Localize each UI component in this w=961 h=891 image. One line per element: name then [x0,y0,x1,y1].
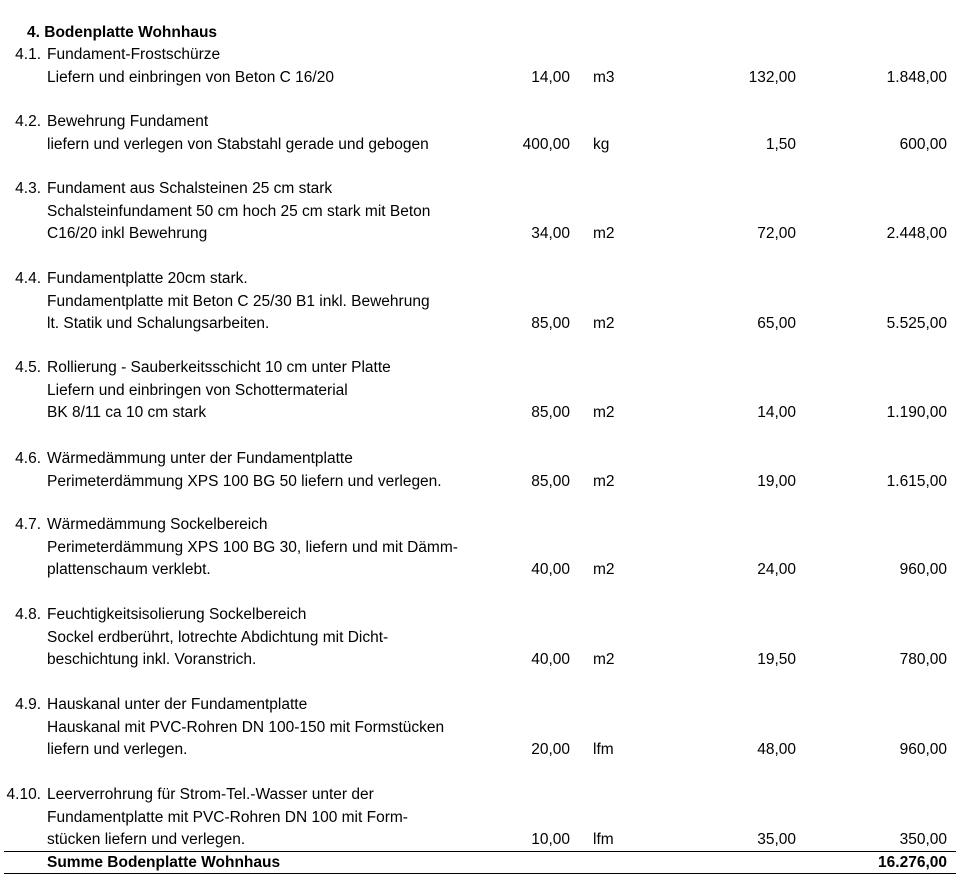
item-total: 1.848,00 [886,68,947,86]
item-description-line: liefern und verlegen von Stabstahl gerade und gebogen [47,135,429,153]
item-description-line: Perimeterdämmung XPS 100 BG 30, liefern und mit Dämm- [47,538,458,556]
item-description-line: Sockel erdberührt, lotrechte Abdichtung mit Dicht- [47,628,389,646]
item-number: 4.4. [15,270,41,287]
item-unit: m2 [593,472,615,490]
item-number: 4.5. [15,359,41,376]
item-total: 960,00 [899,561,947,578]
item-total: 1.190,00 [886,404,947,421]
item-number: 4.9. [15,696,41,713]
item-description-line: Fundamentplatte 20cm stark. [47,270,248,287]
section-title-text: Bodenplatte Wohnhaus [44,24,218,41]
item-unit-price: 35,00 [757,831,796,848]
item-description [47,111,429,156]
item-description-line: Perimeterdämmung XPS 100 BG 50 liefern und verlegen. [47,472,442,490]
item-unit: lfm [593,831,614,848]
item-description [47,178,430,246]
item-quantity: 85,00 [531,404,570,421]
item-quantity: 85,00 [531,315,570,332]
item-description-line: Fundamentplatte mit PVC-Rohren DN 100 mit Form- [47,808,408,826]
item-description-line: lt. Statik und Schalungsarbeiten. [47,315,270,332]
item-description-line: Liefern und einbringen von Schottermaterial [47,381,348,399]
item-unit-price: 132,00 [748,68,796,86]
item-number: 4.8. [15,606,41,623]
item-total: 5.525,00 [886,315,947,332]
item-total: 350,00 [899,831,947,848]
item-description-line: Bewehrung Fundament [47,113,209,130]
item-unit: lfm [593,741,614,758]
item-description-line: beschichtung inkl. Voranstrich. [47,651,257,668]
item-number: 4.7. [15,516,41,533]
item-description-line: Fundament aus Schalsteinen 25 cm stark [47,180,333,197]
item-description-line: Rollierung - Sauberkeitsschicht 10 cm unter Platte [47,359,391,376]
item-description-line: Liefern und einbringen von Beton C 16/20 [47,68,334,86]
item-unit: m2 [593,404,615,421]
item-description [47,357,391,425]
item-unit: m2 [593,561,615,578]
item-unit: kg [593,135,610,153]
item-description-line: plattenschaum verklebt. [47,561,211,578]
item-description [47,784,408,852]
item-total: 1.615,00 [886,472,947,490]
item-quantity: 34,00 [531,225,570,242]
item-description-line: Schalsteinfundament 50 cm hoch 25 cm stark mit Beton [47,202,431,220]
summary-total: 16.276,00 [878,854,947,871]
item-description-line: C16/20 inkl Bewehrung [47,225,208,242]
item-quantity: 10,00 [531,831,570,848]
item-unit: m2 [593,315,615,332]
item-description [47,694,444,762]
item-description-line: BK 8/11 ca 10 cm stark [47,404,207,421]
section-title [27,22,217,44]
item-unit-price: 72,00 [757,225,796,242]
summary-bottom-rule [4,873,956,874]
item-description-line: stücken liefern und verlegen. [47,831,246,848]
item-unit: m2 [593,651,615,668]
item-quantity: 40,00 [531,561,570,578]
item-description-line: Leerverrohrung für Strom-Tel.-Wasser unter der [47,786,374,803]
section-number: 4. [27,24,40,41]
item-number: 4.1. [15,46,41,63]
item-description-line: Wärmedämmung Sockelbereich [47,516,268,533]
item-description [47,514,458,582]
item-unit-price: 19,00 [757,472,796,490]
item-number: 4.3. [15,180,41,197]
item-quantity: 14,00 [531,68,570,86]
item-unit-price: 48,00 [757,741,796,758]
item-description [47,448,442,493]
item-number: 4.6. [15,450,41,467]
item-description [47,268,430,336]
item-description-line: liefern und verlegen. [47,741,188,758]
item-quantity: 20,00 [531,741,570,758]
item-description-line: Hauskanal mit PVC-Rohren DN 100-150 mit Formstücken [47,718,445,736]
item-quantity: 40,00 [531,651,570,668]
item-unit-price: 14,00 [757,404,796,421]
item-unit-price: 19,50 [757,651,796,668]
item-unit-price: 1,50 [765,135,796,153]
item-description-line: Feuchtigkeitsisolierung Sockelbereich [47,606,307,623]
item-total: 600,00 [899,135,947,153]
item-total: 960,00 [899,741,947,758]
summary-label: Summe Bodenplatte Wohnhaus [47,854,281,871]
item-total: 2.448,00 [886,225,947,242]
item-number: 4.10. [6,786,41,803]
item-number: 4.2. [15,113,41,130]
item-description [47,604,388,672]
item-quantity: 400,00 [522,135,570,153]
item-unit: m3 [593,68,615,86]
item-unit-price: 65,00 [757,315,796,332]
item-unit-price: 24,00 [757,561,796,578]
item-quantity: 85,00 [531,472,570,490]
item-description-line: Fundamentplatte mit Beton C 25/30 B1 inkl. Bewehrung [47,292,430,310]
item-description-line: Wärmedämmung unter der Fundamentplatte [47,450,353,467]
item-description [47,44,334,89]
item-description-line: Hauskanal unter der Fundamentplatte [47,696,308,713]
item-total: 780,00 [899,651,947,668]
item-description-line: Fundament-Frostschürze [47,46,221,63]
item-unit: m2 [593,225,615,242]
